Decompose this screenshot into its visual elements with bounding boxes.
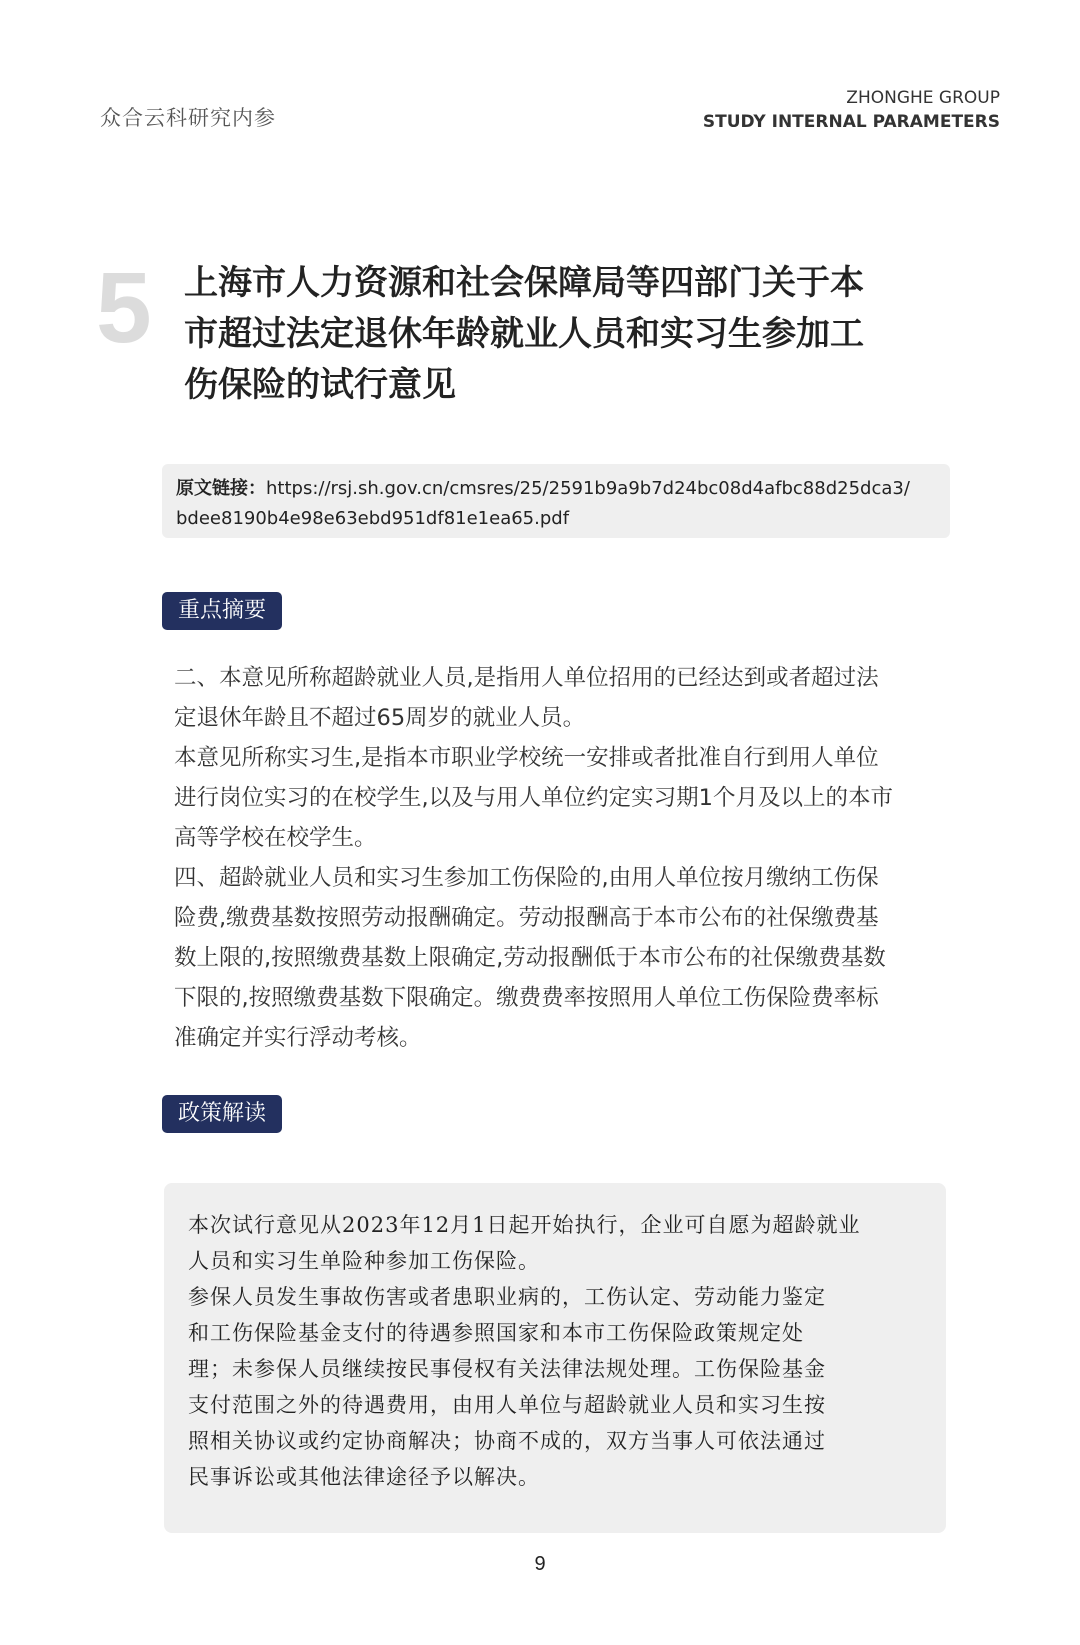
page-title — [184, 258, 944, 411]
policy-tag: 政策解读 — [162, 1095, 282, 1133]
source-link-label: 原文链接： — [176, 478, 266, 499]
summary-line: 二、本意见所称超龄就业人员,是指用人单位招用的已经达到或者超过法 — [174, 665, 879, 691]
title-line: 伤保险的试行意见 — [184, 365, 456, 405]
policy-line: 民事诉讼或其他法律途径予以解决。 — [188, 1465, 540, 1489]
policy-line: 和工伤保险基金支付的待遇参照国家和本市工伤保险政策规定处 — [188, 1321, 804, 1345]
source-link-url[interactable]: https://rsj.sh.gov.cn/cmsres/25/2591b9a9b7d24bc08d4afbc88d25dca3/ — [266, 478, 910, 499]
source-link-url-continued[interactable]: bdee8190b4e98e63ebd951df81e1ea65.pdf — [176, 508, 570, 529]
summary-text — [174, 658, 944, 1058]
summary-line: 四、超龄就业人员和实习生参加工伤保险的,由用人单位按月缴纳工伤保 — [174, 865, 879, 891]
source-link-line — [176, 474, 936, 504]
summary-line: 高等学校在校学生。 — [174, 825, 377, 851]
policy-line: 支付范围之外的待遇费用，由用人单位与超龄就业人员和实习生按 — [188, 1393, 826, 1417]
group-subtitle: STUDY INTERNAL PARAMETERS — [702, 112, 1000, 132]
title-line: 上海市人力资源和社会保障局等四部门关于本 — [184, 263, 864, 303]
section-number: 5 — [96, 252, 152, 364]
summary-line: 本意见所称实习生,是指本市职业学校统一安排或者批准自行到用人单位 — [174, 745, 879, 771]
policy-line: 照相关协议或约定协商解决；协商不成的，双方当事人可依法通过 — [188, 1429, 826, 1453]
summary-line: 进行岗位实习的在校学生,以及与用人单位约定实习期1个月及以上的本市 — [174, 785, 893, 811]
summary-line: 准确定并实行浮动考核。 — [174, 1025, 422, 1051]
page-number: 9 — [534, 1553, 546, 1575]
summary-line: 下限的,按照缴费基数下限确定。缴费费率按照用人单位工伤保险费率标 — [174, 985, 879, 1011]
policy-interpretation-box — [164, 1183, 946, 1533]
publication-name: 众合云科研究内参 — [100, 106, 276, 130]
title-line: 市超过法定退休年龄就业人员和实习生参加工 — [184, 314, 864, 354]
policy-line: 理；未参保人员继续按民事侵权有关法律法规处理。工伤保险基金 — [188, 1357, 826, 1381]
policy-line: 本次试行意见从2023年12月1日起开始执行，企业可自愿为超龄就业 — [188, 1213, 861, 1237]
summary-line: 险费,缴费基数按照劳动报酬确定。劳动报酬高于本市公布的社保缴费基 — [174, 905, 879, 931]
summary-tag: 重点摘要 — [162, 592, 282, 630]
summary-line: 数上限的,按照缴费基数上限确定,劳动报酬低于本市公布的社保缴费基数 — [174, 945, 886, 971]
source-link-box — [162, 464, 950, 538]
policy-line: 人员和实习生单险种参加工伤保险。 — [188, 1249, 540, 1273]
group-header — [703, 86, 1000, 134]
group-name: ZHONGHE GROUP — [846, 88, 1000, 108]
policy-line: 参保人员发生事故伤害或者患职业病的，工伤认定、劳动能力鉴定 — [188, 1285, 826, 1309]
summary-line: 定退休年龄且不超过65周岁的就业人员。 — [174, 705, 586, 731]
